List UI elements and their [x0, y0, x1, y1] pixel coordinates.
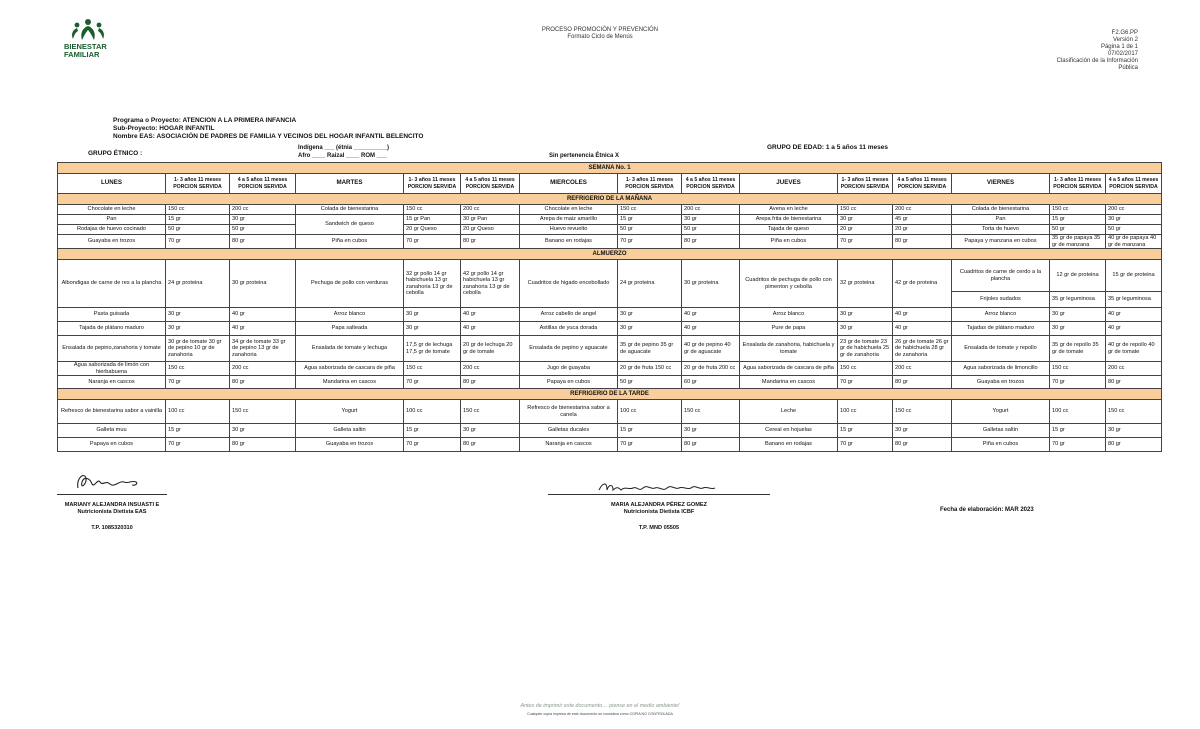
menu-cell: Pechuga de pollo con verduras: [296, 260, 404, 308]
menu-cell: 70 gr: [838, 235, 893, 249]
signature-line-2: [548, 494, 770, 495]
menu-cell: 12 gr de proteina: [1050, 260, 1106, 292]
menu-cell: Ensalada de tomate y repollo: [952, 336, 1050, 362]
menu-cell: 150 cc: [893, 400, 952, 424]
menu-cell: 30 gr: [1106, 424, 1162, 438]
menu-cell: Cereal en hojuelas: [740, 424, 838, 438]
grupo-etnico-label: GRUPO ÉTNICO :: [88, 150, 143, 157]
menu-cell: Arroz blanco: [952, 308, 1050, 322]
menu-cell: 30 gr proteina: [230, 260, 296, 308]
menu-cell: 15 gr de proteina: [1106, 260, 1162, 292]
menu-cell: 23 gr de tomate 23 gr de habichuela 25 gr de zanahoria: [838, 336, 893, 362]
menu-cell: 150 cc: [1050, 362, 1106, 376]
brand-line1: BIENESTAR: [64, 42, 107, 51]
menu-cell: 100 cc: [1050, 400, 1106, 424]
menu-cell: 80 gr: [682, 235, 740, 249]
menu-cell: 200 cc: [1106, 205, 1162, 215]
menu-cell: 80 gr: [1106, 438, 1162, 452]
menu-cell: 35 gr de pepino 35 gr de aguacate: [618, 336, 682, 362]
menu-cell: 40 gr: [230, 322, 296, 336]
menu-cell: 150 cc: [838, 362, 893, 376]
menu-cell: 150 cc: [618, 205, 682, 215]
menu-cell: 42 gr de proteina: [893, 260, 952, 308]
menu-cell: 100 cc: [618, 400, 682, 424]
menu-cell: 35 gr leguminosa: [1106, 292, 1162, 308]
menu-cell: Papaya en cubos: [58, 438, 166, 452]
menu-cell: 80 gr: [893, 376, 952, 389]
menu-cell: 40 gr: [1106, 308, 1162, 322]
menu-cell: 200 cc: [893, 205, 952, 215]
menu-cell: 40 gr: [682, 322, 740, 336]
etnia-afro: Afro ____ Raizal ____ ROM ___: [298, 153, 387, 159]
menu-cell: 40 gr: [230, 308, 296, 322]
portion-header: 1- 3 años 11 meses PORCION SERVIDA: [838, 174, 893, 194]
etnia-options: [298, 144, 389, 160]
menu-cell: 30 gr: [166, 322, 230, 336]
portion-header: 1- 3 años 11 meses PORCION SERVIDA: [618, 174, 682, 194]
menu-cell: 150 cc: [404, 362, 461, 376]
menu-cell: 40 gr de pepino 40 gr de aguacate: [682, 336, 740, 362]
portion-header: 4 a 5 años 11 meses PORCION SERVIDA: [893, 174, 952, 194]
nutritionist-2-tp: T.P. MND 05505: [638, 525, 680, 531]
portion-header: 1- 3 años 11 meses PORCION SERVIDA: [404, 174, 461, 194]
menu-cell: 15 gr Pan: [404, 215, 461, 225]
menu-cell: Yogurt: [952, 400, 1050, 424]
menu-cell: 15 gr: [618, 424, 682, 438]
table-row: [58, 225, 1162, 235]
table-row: [58, 205, 1162, 215]
menu-cell: Arepa frita de bienestarina: [740, 215, 838, 225]
menu-cell: 45 gr: [893, 215, 952, 225]
menu-cell: 42 gr pollo 14 gr habichuela 13 gr zanahoria 13 gr de cebolla: [461, 260, 520, 308]
menu-cell: 70 gr: [166, 438, 230, 452]
menu-cell: Arepa de maiz amarillo: [520, 215, 618, 225]
menu-cell: 40 gr: [1106, 322, 1162, 336]
nutritionist-2: [548, 502, 770, 516]
menu-cell: Guayaba en trozos: [952, 376, 1050, 389]
menu-cell: 50 gr: [682, 225, 740, 235]
menu-cell: 80 gr: [461, 235, 520, 249]
menu-cell: 200 cc: [461, 205, 520, 215]
menu-cell: 30 gr: [461, 424, 520, 438]
menu-cell: 30 gr: [230, 424, 296, 438]
portion-header: 1- 3 años 11 meses PORCION SERVIDA: [166, 174, 230, 194]
menu-cell: 30 gr: [618, 322, 682, 336]
semana-header: SEMANA No. 1: [58, 163, 1162, 174]
day-martes: MARTES: [296, 174, 404, 194]
menu-cell: 100 cc: [838, 400, 893, 424]
menu-cell: 15 gr: [1050, 424, 1106, 438]
menu-cell: Astillas de yuca dorada: [520, 322, 618, 336]
menu-cell: Ensalada de zanahoria, habichuela y tomate: [740, 336, 838, 362]
menu-cell: 20 gr: [838, 225, 893, 235]
menu-cell: 30 gr: [166, 308, 230, 322]
menu-cell: Chocolate en leche: [520, 205, 618, 215]
signature-1-icon: [70, 466, 150, 496]
menu-cell: 24 gr proteina: [166, 260, 230, 308]
menu-cell: 70 gr: [166, 376, 230, 389]
menu-cell: 80 gr: [230, 235, 296, 249]
menu-cell: Agua saborizada de cascara de piña: [740, 362, 838, 376]
menu-cell: 200 cc: [230, 205, 296, 215]
menu-cell: 32 gr pollo 14 gr habichuela 13 gr zanahoria 13 gr de cebolla: [404, 260, 461, 308]
menu-cell: Piña en cubos: [296, 235, 404, 249]
menu-cell: 80 gr: [230, 438, 296, 452]
menu-cell: 17,5 gr de lechuga 17,5 gr de tomate: [404, 336, 461, 362]
menu-cell: Cuadritos de carne de cerdo a la plancha: [952, 260, 1050, 292]
menu-cell: Refresco de bienestarina sabor a canela: [520, 400, 618, 424]
nutritionist-1-role: Nutricionista Dietista EAS: [77, 509, 147, 515]
menu-cell: 30 gr de tomate 30 gr de pepino 10 gr de zanahoria: [166, 336, 230, 362]
day-miercoles: MIERCOLES: [520, 174, 618, 194]
menu-cell: Piña en cubos: [952, 438, 1050, 452]
menu-cell: Sandwich de queso: [296, 215, 404, 235]
menu-cell: Albondigas de carne de res a la plancha: [58, 260, 166, 308]
menu-cell: Colada de bienestarina: [952, 205, 1050, 215]
menu-cell: 40 gr: [682, 308, 740, 322]
doc-version: Versión 2: [1112, 37, 1138, 43]
menu-cell: 70 gr: [618, 235, 682, 249]
document-control: [1057, 30, 1138, 72]
table-row: [58, 362, 1162, 376]
menu-cell: 150 cc: [230, 400, 296, 424]
menu-cell: 20 gr de fruta 150 cc: [618, 362, 682, 376]
process-title: PROCESO PROMOCIÓN Y PREVENCIÓN: [541, 27, 659, 33]
portion-header: 4 a 5 años 11 meses PORCION SERVIDA: [461, 174, 520, 194]
menu-cell: 30 gr: [682, 215, 740, 225]
menu-cell: 40 gr de papaya 40 gr de manzana: [1106, 235, 1162, 249]
menu-cell: Rodajas de huevo cocinado: [58, 225, 166, 235]
subproyecto: Sub-Proyecto: HOGAR INFANTIL: [113, 125, 215, 132]
menu-cell: Cuadritos de pechuga de pollo con pimenton y cebolla: [740, 260, 838, 308]
menu-cell: 80 gr: [461, 438, 520, 452]
menu-cell: 15 gr: [166, 215, 230, 225]
menu-cell: 200 cc: [893, 362, 952, 376]
brand-name: [64, 43, 107, 59]
menu-cell: 20 gr: [893, 225, 952, 235]
menu-cell: Chocolate en leche: [58, 205, 166, 215]
fecha-elaboracion: Fecha de elaboración: MAR 2023: [940, 507, 1034, 513]
menu-cell: Avena en leche: [740, 205, 838, 215]
menu-table: [57, 162, 1162, 452]
menu-cell: 50 gr: [618, 376, 682, 389]
menu-cell: Agua saborizada de limoncillo: [952, 362, 1050, 376]
menu-cell: 80 gr: [682, 438, 740, 452]
menu-cell: 30 gr: [404, 322, 461, 336]
menu-cell: 50 gr: [166, 225, 230, 235]
menu-cell: Ensalada de tomate y lechuga: [296, 336, 404, 362]
menu-cell: 100 cc: [166, 400, 230, 424]
menu-cell: 70 gr: [404, 438, 461, 452]
menu-cell: 30 gr Pan: [461, 215, 520, 225]
table-row: [58, 424, 1162, 438]
doc-page: Página 1 de 1: [1100, 44, 1138, 50]
table-row: [58, 376, 1162, 389]
menu-cell: 30 gr: [1106, 215, 1162, 225]
doc-classification-value: Pública: [1118, 65, 1138, 71]
nutritionist-2-name: MARIA ALEJANDRA PÉREZ GOMEZ: [610, 502, 708, 508]
menu-cell: Ensalada de pepino y aguacate: [520, 336, 618, 362]
menu-cell: 34 gr de tomate 33 gr de pepino 13 gr de zanahoria: [230, 336, 296, 362]
menu-cell: Arroz cabello de angel: [520, 308, 618, 322]
table-row: [58, 438, 1162, 452]
menu-cell: Galleta saltin: [296, 424, 404, 438]
program-info: [113, 117, 423, 141]
menu-cell: 70 gr: [838, 376, 893, 389]
menu-cell: 30 gr: [404, 308, 461, 322]
menu-cell: 20 gr Queso: [461, 225, 520, 235]
menu-cell: Papaya y manzana en cubos: [952, 235, 1050, 249]
menu-cell: 30 gr: [1050, 308, 1106, 322]
menu-cell: 24 gr proteina: [618, 260, 682, 308]
menu-cell: Mandarina en cascos: [740, 376, 838, 389]
day-viernes: VIERNES: [952, 174, 1050, 194]
portion-header: 4 a 5 años 11 meses PORCION SERVIDA: [230, 174, 296, 194]
menu-cell: 70 gr: [1050, 376, 1106, 389]
menu-cell: Papa salteada: [296, 322, 404, 336]
menu-cell: 30 gr: [618, 308, 682, 322]
table-row: [58, 235, 1162, 249]
menu-cell: Agua saborizada de cascara de piña: [296, 362, 404, 376]
nutritionist-1-tp: T.P. 1085320310: [91, 525, 133, 531]
menu-cell: 200 cc: [230, 362, 296, 376]
menu-cell: Pan: [952, 215, 1050, 225]
menu-cell: Galletas ducales: [520, 424, 618, 438]
menu-cell: 35 gr de papaya 35 gr de manzana: [1050, 235, 1106, 249]
menu-cell: 80 gr: [893, 235, 952, 249]
menu-cell: Colada de bienestarina: [296, 205, 404, 215]
menu-cell: 150 cc: [461, 400, 520, 424]
menu-cell: 70 gr: [166, 235, 230, 249]
footer-environment-note: Antes de imprimir este documento… piense en el medio ambiente!: [520, 703, 680, 709]
menu-cell: Piña en cubos: [740, 235, 838, 249]
etnia-indigena: Indígena ___ (étnia __________): [298, 145, 390, 151]
menu-cell: 40 gr de repollo 40 gr de tomate: [1106, 336, 1162, 362]
menu-cell: 32 gr proteina: [838, 260, 893, 308]
brand-line2: FAMILIAR: [64, 50, 100, 59]
menu-cell: 15 gr: [1050, 215, 1106, 225]
menu-cell: 80 gr: [1106, 376, 1162, 389]
menu-cell: 15 gr: [166, 424, 230, 438]
table-row: [58, 400, 1162, 424]
menu-cell: Naranja en cascos: [58, 376, 166, 389]
menu-cell: 150 cc: [1050, 205, 1106, 215]
menu-cell: 40 gr: [461, 322, 520, 336]
menu-cell: Yogurt: [296, 400, 404, 424]
menu-cell: 70 gr: [838, 438, 893, 452]
menu-cell: 40 gr: [461, 308, 520, 322]
nombre-eas: Nombre EAS: ASOCIACIÓN DE PADRES DE FAMILIA Y VECINOS DEL HOGAR INFANTIL BELENCITO: [113, 133, 424, 140]
menu-cell: 80 gr: [893, 438, 952, 452]
portion-header: 4 a 5 años 11 meses PORCION SERVIDA: [682, 174, 740, 194]
menu-cell: 70 gr: [404, 235, 461, 249]
menu-cell: 26 gr de tomate 26 gr de habichuela 28 gr de zanahoria: [893, 336, 952, 362]
menu-cell: Cuadritos de higado encebollado: [520, 260, 618, 308]
menu-cell: 40 gr: [893, 308, 952, 322]
section-almuerzo: ALMUERZO: [58, 249, 1162, 260]
menu-cell: 20 gr de fruta 200 cc: [682, 362, 740, 376]
portion-header: 1- 3 años 11 meses PORCION SERVIDA: [1050, 174, 1106, 194]
portion-header: 4 a 5 años 11 meses PORCION SERVIDA: [1106, 174, 1162, 194]
menu-cell: 30 gr: [230, 215, 296, 225]
menu-cell: Jugo de guayaba: [520, 362, 618, 376]
table-row: [58, 336, 1162, 362]
table-row: [58, 260, 1162, 292]
footer-copy-note: Cualquier copia impresa de este documento se considera como COPIA NO CONTROLADA: [527, 712, 673, 716]
menu-cell: 30 gr proteina: [682, 260, 740, 308]
menu-cell: Banano en rodajas: [740, 438, 838, 452]
menu-cell: Pan: [58, 215, 166, 225]
menu-cell: 150 cc: [404, 205, 461, 215]
menu-cell: 20 gr de lechuga 20 gr de tomate: [461, 336, 520, 362]
menu-cell: 35 gr leguminosa: [1050, 292, 1106, 308]
menu-cell: 80 gr: [230, 376, 296, 389]
doc-classification: Clasificación de la Información: [1056, 58, 1138, 64]
menu-cell: Pasta guisada: [58, 308, 166, 322]
menu-cell: Galletas saltin: [952, 424, 1050, 438]
menu-cell: Tajadas de plátano maduro: [952, 322, 1050, 336]
doc-code: F2.G6.PP: [1111, 30, 1138, 36]
table-row: [58, 322, 1162, 336]
menu-cell: Frijoles sudados: [952, 292, 1050, 308]
day-lunes: LUNES: [58, 174, 166, 194]
table-row: [58, 308, 1162, 322]
menu-cell: Guayaba en trozos: [296, 438, 404, 452]
menu-cell: 15 gr: [838, 424, 893, 438]
section-refrigerio-manana: REFRIGERIO DE LA MAÑANA: [58, 194, 1162, 205]
menu-cell: Papaya en cubos: [520, 376, 618, 389]
section-refrigerio-tarde: REFRIGERIO DE LA TARDE: [58, 389, 1162, 400]
menu-cell: 30 gr: [838, 215, 893, 225]
programa: Programa o Proyecto: ATENCION A LA PRIMERA INFANCIA: [113, 117, 297, 124]
menu-cell: 150 cc: [838, 205, 893, 215]
menu-cell: Huevo revuelto: [520, 225, 618, 235]
menu-cell: 30 gr: [893, 424, 952, 438]
day-jueves: JUEVES: [740, 174, 838, 194]
menu-cell: 50 gr: [230, 225, 296, 235]
menu-cell: 30 gr: [1050, 322, 1106, 336]
table-row: [58, 215, 1162, 225]
menu-cell: 150 cc: [166, 362, 230, 376]
menu-cell: 50 gr: [1106, 225, 1162, 235]
menu-cell: Guayaba en trozos: [58, 235, 166, 249]
days-header-row: [58, 174, 1162, 194]
format-title: Formato Ciclo de Menús: [567, 34, 633, 40]
menu-cell: 30 gr: [682, 424, 740, 438]
doc-date: 07/02/2017: [1107, 51, 1138, 57]
signature-line-1: [57, 494, 167, 495]
menu-cell: 100 cc: [404, 400, 461, 424]
menu-cell: 30 gr: [838, 308, 893, 322]
menu-cell: Tajada de queso: [740, 225, 838, 235]
menu-cell: 40 gr: [893, 322, 952, 336]
menu-cell: 150 cc: [682, 400, 740, 424]
menu-cell: Refresco de bienestarina sabor a vainilla: [58, 400, 166, 424]
grupo-edad: GRUPO DE EDAD: 1 a 5 años 11 meses: [767, 144, 889, 151]
menu-cell: 70 gr: [404, 376, 461, 389]
nutritionist-1-name: MARIANY ALEJANDRA INSUASTI E: [64, 502, 160, 508]
menu-cell: 35 gr de repollo 35 gr de tomate: [1050, 336, 1106, 362]
menu-cell: Arroz blanco: [740, 308, 838, 322]
menu-cell: 70 gr: [618, 438, 682, 452]
menu-cell: Pure de papa: [740, 322, 838, 336]
menu-cell: Leche: [740, 400, 838, 424]
menu-cell: 80 gr: [461, 376, 520, 389]
menu-cell: Ensalada de pepino,zanahoria y tomate: [58, 336, 166, 362]
nutritionist-1: [57, 502, 167, 516]
menu-cell: Banano en rodajas: [520, 235, 618, 249]
menu-cell: 150 cc: [1106, 400, 1162, 424]
menu-cell: 50 gr: [618, 225, 682, 235]
menu-cell: Arroz blanco: [296, 308, 404, 322]
menu-cell: Naranja en cascos: [520, 438, 618, 452]
menu-cell: 20 gr Queso: [404, 225, 461, 235]
menu-cell: Galleta muu: [58, 424, 166, 438]
sin-pertenencia: Sin pertenencia Étnica X: [549, 153, 620, 159]
menu-cell: 15 gr: [404, 424, 461, 438]
menu-cell: Agua saborizada de limón con hierbabuena: [58, 362, 166, 376]
menu-cell: 15 gr: [618, 215, 682, 225]
menu-cell: Mandarina en cascos: [296, 376, 404, 389]
menu-cell: 30 gr: [838, 322, 893, 336]
menu-cell: Tajada de plátano maduro: [58, 322, 166, 336]
menu-cell: 70 gr: [1050, 438, 1106, 452]
menu-cell: 200 cc: [1106, 362, 1162, 376]
menu-cell: 60 gr: [682, 376, 740, 389]
menu-cell: 50 gr: [1050, 225, 1106, 235]
nutritionist-2-role: Nutricionista Dietista ICBF: [623, 509, 695, 515]
menu-cell: Torta de huevo: [952, 225, 1050, 235]
header-title: [0, 27, 1200, 41]
menu-cell: 150 cc: [166, 205, 230, 215]
menu-cell: 200 cc: [682, 205, 740, 215]
menu-cell: 200 cc: [461, 362, 520, 376]
